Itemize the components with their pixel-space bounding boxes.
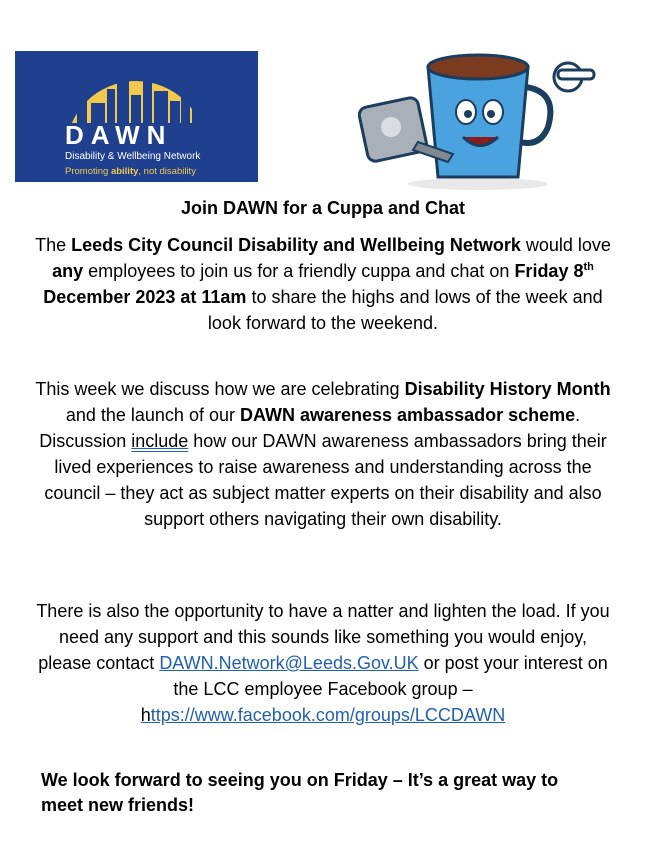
discussion-paragraph: This week we discuss how we are celebrating Disability History Month and the launch of our DAWN awareness ambassador scheme. Discussion include how our DAWN awareness ambassadors bring their lived experiences to raise awareness and understanding across the council – they act as subject matter experts on their disability and also support others navigating their own disability.: [35, 379, 611, 529]
contact-paragraph: There is also the opportunity to have a natter and lighten the load. If you need any support and this sounds like something you would enjoy, please contact DAWN.Network@Leeds.Gov.UK or post your interest on the LCC employee Facebook group – https://www.facebook.com/groups/LCCDAWN: [36, 601, 610, 725]
tea-cup-laptop-mascot-icon: [358, 42, 598, 192]
page-title: Join DAWN for a Cuppa and Chat: [180, 198, 465, 218]
logo-name: DAWN: [65, 120, 173, 150]
logo-tagline: Disability & Wellbeing Network: [65, 151, 201, 162]
email-link[interactable]: DAWN.Network@Leeds.Gov.UK: [159, 653, 419, 673]
logo-slogan: Promoting ability, not disability: [65, 166, 196, 177]
city-skyline-icon: [15, 51, 258, 182]
facebook-group-link[interactable]: https://www.facebook.com/groups/LCCDAWN: [140, 705, 506, 725]
closing-message: We look forward to seeing you on Friday – It’s a great way to meet new friends!: [41, 770, 559, 815]
intro-paragraph: The Leeds City Council Disability and Wellbeing Network would love any employees to join us for a friendly cuppa and chat on Friday 8th December 2023 at 11am to share the highs and lows of the week and look forward to the weekend.: [35, 235, 611, 333]
dawn-logo: [15, 51, 258, 182]
